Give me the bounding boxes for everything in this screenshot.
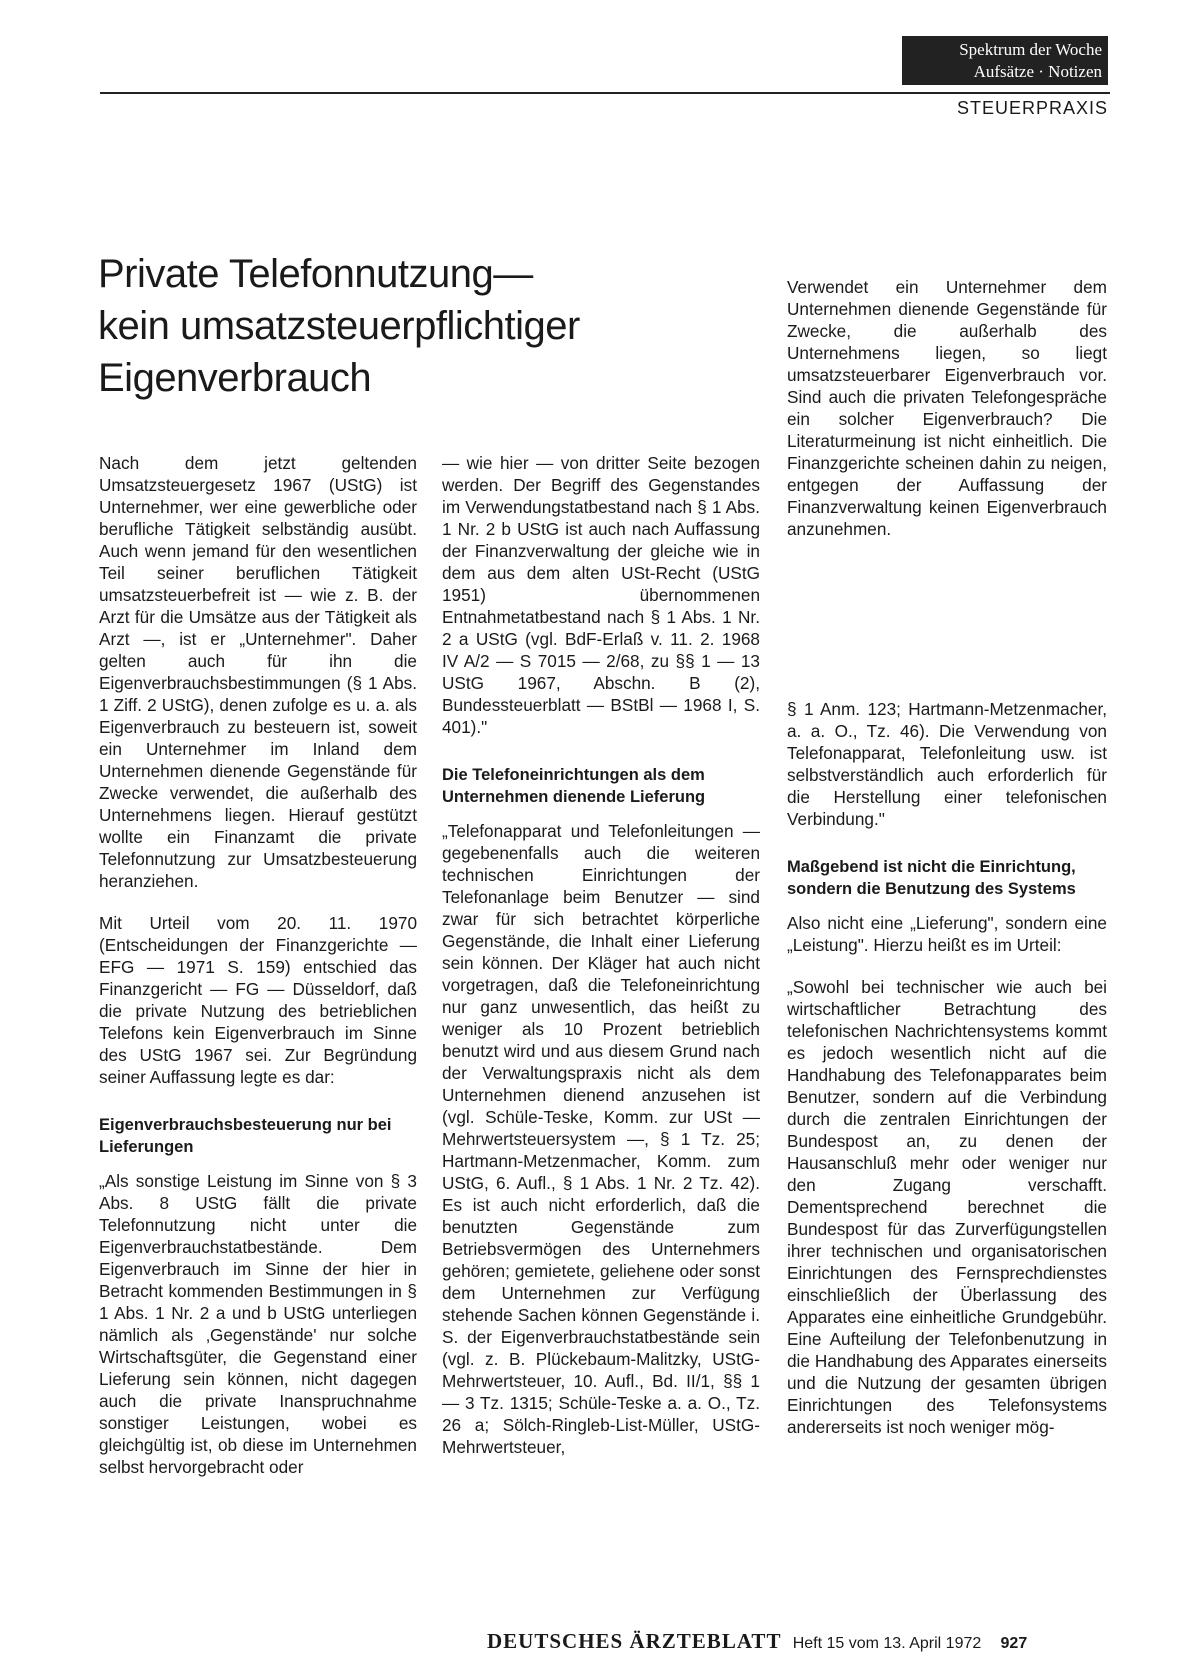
paragraph: „Als sonstige Leistung im Sinne von § 3 Abs. 8 UStG fällt die private Telefonnutzung nicht unter die Eigenverbrauchstatbestände. Dem Eigenverbrauch im Sinne der hier in Betracht kommenden Bestimmungen in § 1 Abs. 1 Nr. 2 a und b UStG unterliegen nämlich als ‚Gegenstände' nur solche Wirtschaftsgüter, die Gegenstand einer Lieferung sein können, nicht dagegen auch die private Inanspruchnahme sonstiger Leistungen, wobei es gleichgültig ist, ob diese im Unternehmen selbst hervorgebracht oder — [99, 1171, 417, 1477]
column-2 — [442, 452, 760, 1478]
column-1 — [99, 452, 417, 1498]
section-tag — [902, 36, 1108, 85]
paragraph: „Sowohl bei technischer wie auch bei wirtschaftlicher Betrachtung des telefonischen Nachrichtensystems kommt es jedoch wesentlich nicht auf die Handhabung des Telefonapparates beim Benutzer, sondern auf die Verbindung durch die zentralen Einrichtungen der Bundespost an, zu denen der Hausanschluß mehr oder weniger nur den Zugang verschafft. Dementsprechend berechnet die Bundespost für das Zurverfügungstellen ihrer technischen und organisatorischen Einrichtungen des Fernsprechdienstes einschließlich der Überlassung des Apparates eine einheitliche Grundgebühr. Eine Aufteilung der Telefonbenutzung in die Handhabung des Apparates einerseits und die Nutzung der gesamten übrigen Einrichtungen des Telefonsystems andererseits ist noch weniger mög- — [787, 977, 1107, 1437]
tag-line-2: Aufsätze · Notizen — [973, 62, 1102, 81]
title-line-2: kein umsatzsteuerpflichtiger — [98, 304, 580, 348]
paragraph: — wie hier — von dritter Seite bezogen werden. Der Begriff des Gegenstandes im Verwendungstatbestand nach § 1 Abs. 1 Nr. 2 b UStG ist auch nach Auffassung der Finanzverwaltung der gleiche wie in dem aus dem alten USt-Recht (UStG 1951) übernommenen Entnahmetatbestand nach § 1 Abs. 1 Nr. 2 a UStG (vgl. BdF-Erlaß v. 11. 2. 1968 IV A/2 — S 7015 — 2/68, zu §§ 1 — 13 UStG 1967, Abschn. B (2), Bundessteuerblatt — BStBl — 1968 I, S. 401)." — [442, 453, 760, 737]
page-number: 927 — [1000, 1635, 1028, 1652]
article-title — [98, 248, 658, 404]
lead-paragraph: Verwendet ein Unternehmer dem Unternehmen dienende Gegenstände für Zwecke, die außerhalb des Unternehmens liegen, so liegt umsatzsteuerbarer Eigenverbrauch vor. Sind auch die privaten Telefongespräche ein solcher Eigenverbrauch? Die Literaturmeinung ist nicht einheitlich. Die Finanzgerichte scheinen dahin zu neigen, entgegen der Auffassung der Finanzverwaltung keinen Eigenverbrauch anzunehmen. — [787, 277, 1107, 539]
tag-line-1: Spektrum der Woche — [959, 40, 1102, 59]
paragraph: Also nicht eine „Lieferung", sondern eine „Leistung". Hierzu heißt es im Urteil: — [787, 913, 1107, 955]
title-line-1: Private Telefonnutzung— — [98, 252, 533, 296]
section-label: STEUERPRAXIS — [956, 98, 1108, 118]
paragraph: § 1 Anm. 123; Hartmann-Metzenmacher, a. a. O., Tz. 46). Die Verwendung von Telefonapparat, Telefonleitung usw. ist selbstverständlich auch erforderlich für die Herstellung einer telefonischen Verbindung." — [787, 699, 1107, 829]
column-3-lead — [787, 276, 1107, 560]
issue-info: Heft 15 vom 13. April 1972 — [792, 1635, 982, 1652]
subheading: Eigenverbrauchsbesteuerung nur bei Lieferungen — [99, 1116, 392, 1156]
journal-name: DEUTSCHES ÄRZTEBLATT — [487, 1629, 782, 1653]
page-footer — [487, 1629, 1027, 1654]
subheading: Maßgebend ist nicht die Einrichtung, sondern die Benutzung des Systems — [787, 858, 1076, 898]
paragraph: Mit Urteil vom 20. 11. 1970 (Entscheidungen der Finanzgerichte — EFG — 1971 S. 159) entschied das Finanzgericht — FG — Düsseldorf, daß die private Nutzung des betrieblichen Telefons kein Eigenverbrauch im Sinne des UStG 1967 sei. Zur Begründung seiner Auffassung legte es dar: — [99, 913, 417, 1087]
subheading: Die Telefoneinrichtungen als dem Unternehmen dienende Lieferung — [442, 766, 706, 806]
title-line-3: Eigenverbrauch — [98, 356, 372, 400]
column-3 — [787, 698, 1107, 1458]
header-rule — [100, 92, 1110, 94]
paragraph: „Telefonapparat und Telefonleitungen — gegebenenfalls auch die weiteren technischen Einrichtungen der Telefonanlage beim Benutzer — sind zwar für sich betrachtet körperliche Gegenstände, die Inhalt einer Lieferung sein können. Der Kläger hat auch nicht vorgetragen, daß die Telefoneinrichtung nur ganz unwesentlich, das heißt zu weniger als 10 Prozent betrieblich benutzt wird und aus diesem Grund nach der Verwaltungspraxis nicht als dem Unternehmen dienend anzusehen ist (vgl. Schüle-Teske, Komm. zur USt — Mehrwertsteuersystem —, § 1 Tz. 25; Hartmann-Metzenmacher, Komm. zum UStG, 6. Aufl., § 1 Abs. 1 Nr. 2 Tz. 42). Es ist auch nicht erforderlich, daß die benutzten Gegenstände zum Betriebsvermögen des Unternehmers gehören; gemietete, geliehene oder sonst dem Unternehmen zur Verfügung stehende Sachen können Gegenstände i. S. der Eigenverbrauchstatbestände sein (vgl. z. B. Plückebaum-Malitzky, UStG-Mehrwertsteuer, 10. Aufl., Bd. II/1, §§ 1 — 3 Tz. 1315; Schüle-Teske a. a. O., Tz. 26 a; Sölch-Ringleb-List-Müller, UStG-Mehrwertsteuer, — [442, 821, 760, 1457]
paragraph: Nach dem jetzt geltenden Umsatzsteuergesetz 1967 (UStG) ist Unternehmer, wer eine gewerbliche oder berufliche Tätigkeit selbständig ausübt. Auch wenn jemand für den wesentlichen Teil seiner beruflichen Tätigkeit umsatzsteuerbefreit ist — wie z. B. der Arzt für die Umsätze aus der Tätigkeit als Arzt —, ist er „Unternehmer". Daher gelten auch für ihn die Eigenverbrauchsbestimmungen (§ 1 Abs. 1 Ziff. 2 UStG), denen zufolge es u. a. als Eigenverbrauch zu besteuern ist, soweit ein Unternehmer im Inland dem Unternehmen dienende Gegenstände für Zwecke verwendet, die außerhalb des Unternehmens liegen. Hierauf gestützt wollte ein Finanzamt die private Telefonnutzung zur Umsatzbesteuerung heranziehen. — [99, 453, 417, 891]
